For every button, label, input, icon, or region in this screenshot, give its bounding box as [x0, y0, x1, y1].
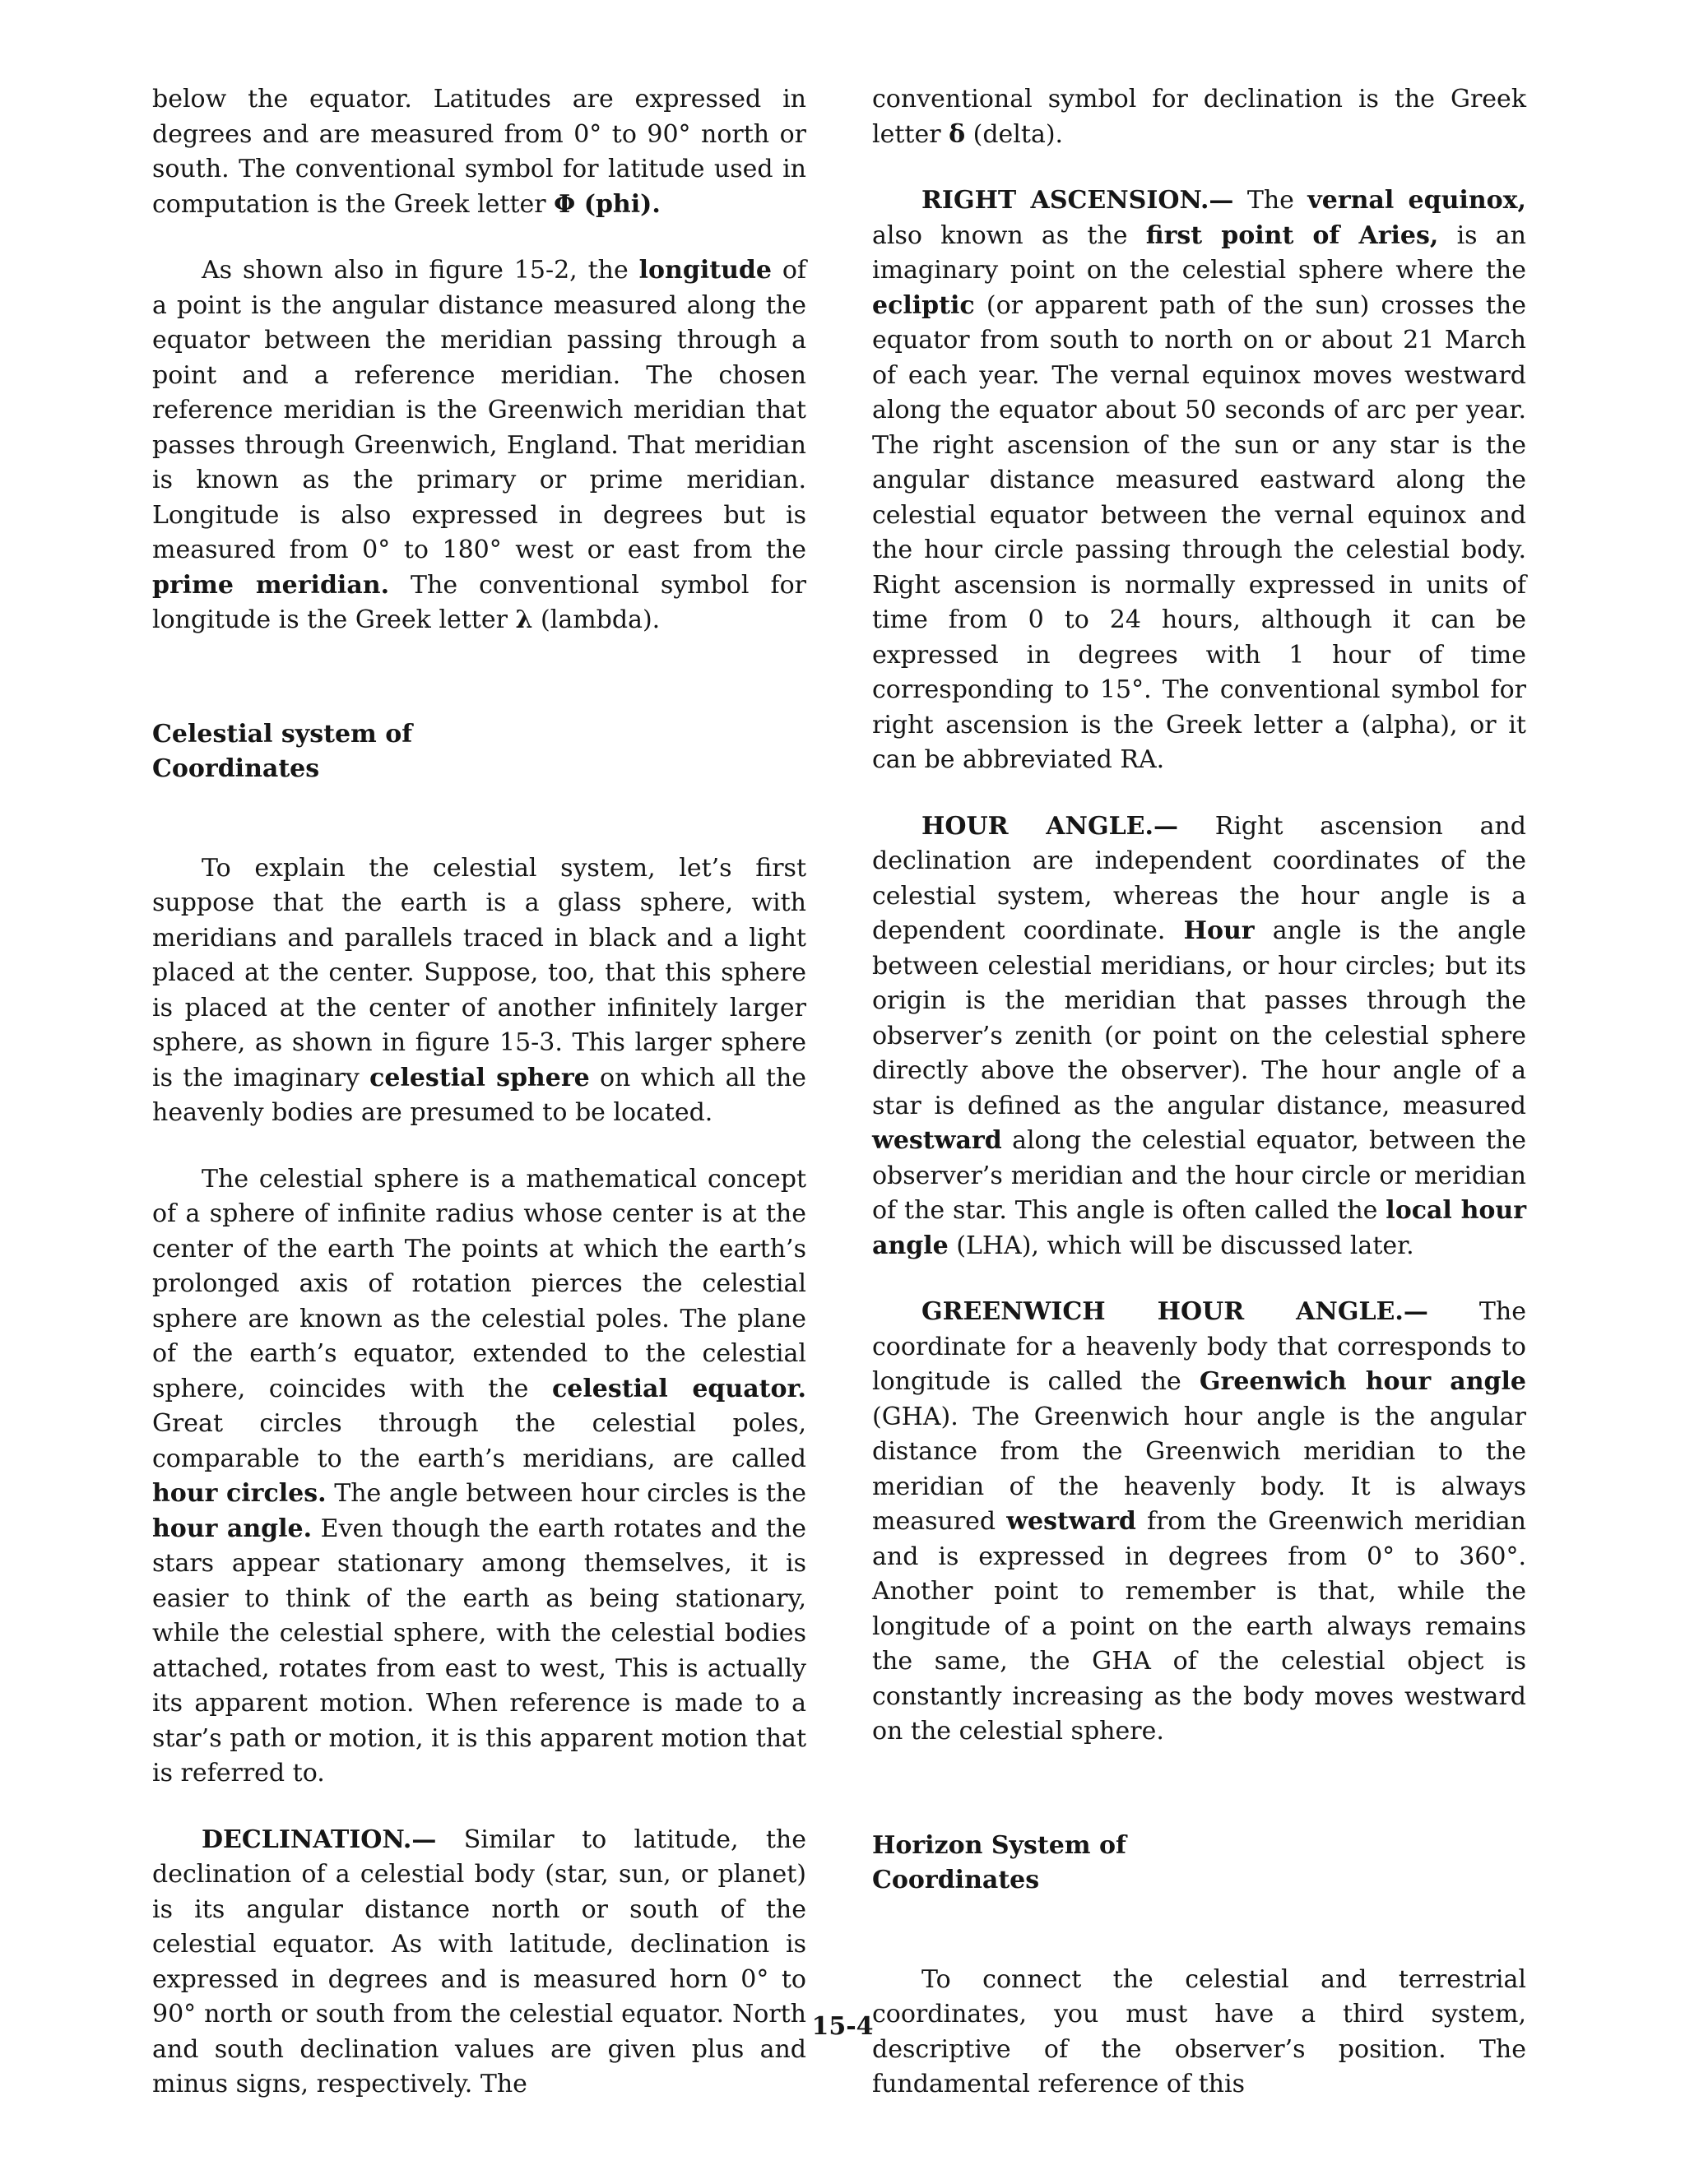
bold-term: ecliptic — [872, 290, 975, 320]
text-run: of a point is the angular distance measured along the equator between the meridian passing through a point and a reference meridian. The chosen reference meridian is the Greenwich meridian that passes through Greenwich, England. That meridian is known as the primary or prime meridian. Longitude is also expressed in degrees but is measured from 0° to 180° west or east from the — [152, 256, 807, 564]
text-run: Right ascension and declination are independent coordinates of the celestial system, whereas the hour angle is a dependent coordinate. — [872, 811, 1526, 945]
text-run: conventional symbol for declination is the Greek letter — [872, 85, 1526, 149]
paragraph-latitude — [152, 82, 806, 222]
text-run: Even though the earth rotates and the stars appear stationary among themselves, it is easier to think of the earth as being stationary, while the celestial sphere, with the celestial bodies attached, rotates from east to west, This is actually its apparent motion. When reference is made to a star’s path or motion, it is this apparent motion that is referred to. — [152, 1514, 806, 1788]
bold-term: Greenwich hour angle — [1199, 1367, 1526, 1396]
bold-term: prime meridian. — [152, 570, 390, 600]
bold-term: celestial equator. — [552, 1374, 806, 1403]
lambda-symbol: λ — [515, 605, 533, 634]
right-column — [872, 82, 1526, 2134]
text-run: angle is the angle between celestial meridians, or hour circles; but its origin is the meridian that passes through the observer’s zenith (or point on the celestial sphere directly above the observer). The hour angle of a star is defined as the angular distance, measured — [872, 916, 1526, 1120]
paragraph-right-ascension — [872, 183, 1526, 778]
paragraph-longitude — [152, 253, 806, 638]
text-run: Great circles through the celestial poles, comparable to the earth’s meridians, are called — [152, 1409, 806, 1473]
paragraph-celestial-sphere — [152, 1162, 806, 1792]
paragraph-greenwich-hour-angle — [872, 1295, 1526, 1750]
bold-term: westward — [1006, 1507, 1136, 1536]
text-run: As shown also in figure 15-2, the — [202, 256, 639, 285]
heading-line: Coordinates — [152, 754, 320, 783]
bold-term: longitude — [638, 256, 772, 285]
bold-term: westward — [872, 1126, 1002, 1155]
text-run: also known as the — [872, 220, 1146, 250]
text-run: The celestial sphere is a mathematical concept of a sphere of infinite radius whose center is at the center of the earth The points at which the earth’s prolonged axis of rotation pierces the celestial sphere are known as the celestial poles. The plane of the earth’s equator, extended to the celestial sphere, coincides with the — [152, 1164, 806, 1403]
heading-line: Coordinates — [872, 1866, 1040, 1894]
heading-line: Celestial system of — [152, 719, 413, 749]
paragraph-hour-angle — [872, 809, 1526, 1264]
page-number: 15-4 — [811, 2012, 874, 2041]
run-in-heading-hour-angle: HOUR ANGLE.— — [921, 811, 1178, 841]
bold-term: celestial sphere — [369, 1063, 590, 1092]
text-run: The coordinate for a heavenly body that corresponds to longitude is called the — [872, 1297, 1526, 1396]
text-run: Similar to latitude, the declination of a celestial body (star, sun, or planet) is its angular distance north or south of the celestial equator. As with latitude, declination is expressed in degrees and is measured horn 0° to 90° north or south from the celestial equator. North and south declination values are given plus and minus signs, respectively. The — [152, 1825, 806, 2098]
paragraph-delta — [872, 82, 1526, 152]
delta-symbol: δ — [949, 119, 966, 149]
text-run: on which all the heavenly bodies are presumed to be located. — [152, 1063, 807, 1127]
text-run: is an imaginary point on the celestial sphere where the — [872, 220, 1526, 285]
paragraph-declination — [152, 1823, 806, 2103]
text-run: below the equator. Latitudes are expressed in degrees and are measured from 0° to 90° north or south. The conventional symbol for latitude used in computation is the Greek letter — [152, 85, 806, 219]
text-run: along the celestial equator, between the observer’s meridian and the hour circle or meridian of the star. This angle is often called the — [872, 1126, 1526, 1225]
text-run: (LHA), which will be discussed later. — [948, 1231, 1414, 1260]
text-run: (lambda). — [532, 605, 661, 634]
run-in-heading-greenwich-hour-angle: GREENWICH HOUR ANGLE.— — [921, 1297, 1428, 1326]
paragraph-glass-sphere — [152, 851, 806, 1131]
text-run: The angle between hour circles is the — [326, 1479, 806, 1508]
left-column — [152, 82, 806, 2134]
bold-term: hour circles. — [152, 1479, 327, 1508]
text-run: To explain the celestial system, let’s first suppose that the earth is a glass sphere, with meridians and parallels traced in black and a light placed at the center. Suppose, too, that this sphere is placed at the center of another infinitely larger sphere, as shown in figure 15-3. This larger sphere is the imaginary — [152, 853, 806, 1092]
heading-line: Horizon System of — [872, 1830, 1126, 1860]
section-heading-celestial — [152, 717, 806, 787]
text-run: To connect the celestial and terrestrial coordinates, you must have a third system, descriptive of the observer’s position. The fundamental reference of this — [872, 1964, 1526, 2098]
text-run: The — [1233, 186, 1308, 215]
bold-term: hour angle. — [152, 1514, 313, 1543]
bold-term: vernal equinox, — [1307, 186, 1526, 215]
text-run: (or apparent path of the sun) crosses the equator from south to north on or about 21 March of each year. The vernal equinox moves westward along the equator about 50 seconds of arc per year. The right ascension of the sun or any star is the angular distance measured eastward along the celestial equator between the vernal equinox and the hour circle passing through the celestial body. Right ascension is normally expressed in units of time from 0 to 24 hours, although it can be expressed in degrees with 1 hour of time corresponding to 15°. The conventional symbol for right ascension is the Greek letter a (alpha), or it can be abbreviated RA. — [872, 290, 1526, 774]
bold-term: Hour — [1183, 916, 1255, 945]
run-in-heading-declination: DECLINATION.— — [202, 1825, 437, 1854]
bold-term: local hour angle — [872, 1196, 1527, 1260]
bold-term: first point of Aries, — [1145, 220, 1439, 250]
text-run: (delta). — [965, 119, 1064, 149]
text-run: (GHA). The Greenwich hour angle is the angular distance from the Greenwich meridian to the meridian of the heavenly body. It is always measured — [872, 1402, 1526, 1536]
text-run: The conventional symbol for longitude is the Greek letter — [152, 570, 807, 634]
bold-term: Φ (phi). — [554, 189, 661, 219]
run-in-heading-right-ascension: RIGHT ASCENSION.— — [921, 186, 1234, 215]
section-heading-horizon — [872, 1829, 1526, 1899]
text-run: from the Greenwich meridian and is expressed in degrees from 0° to 360°. Another point to remember is that, while the longitude of a point on the earth always remains the same, the GHA of the celestial object is constantly increasing as the body moves westward on the celestial sphere. — [872, 1507, 1526, 1746]
